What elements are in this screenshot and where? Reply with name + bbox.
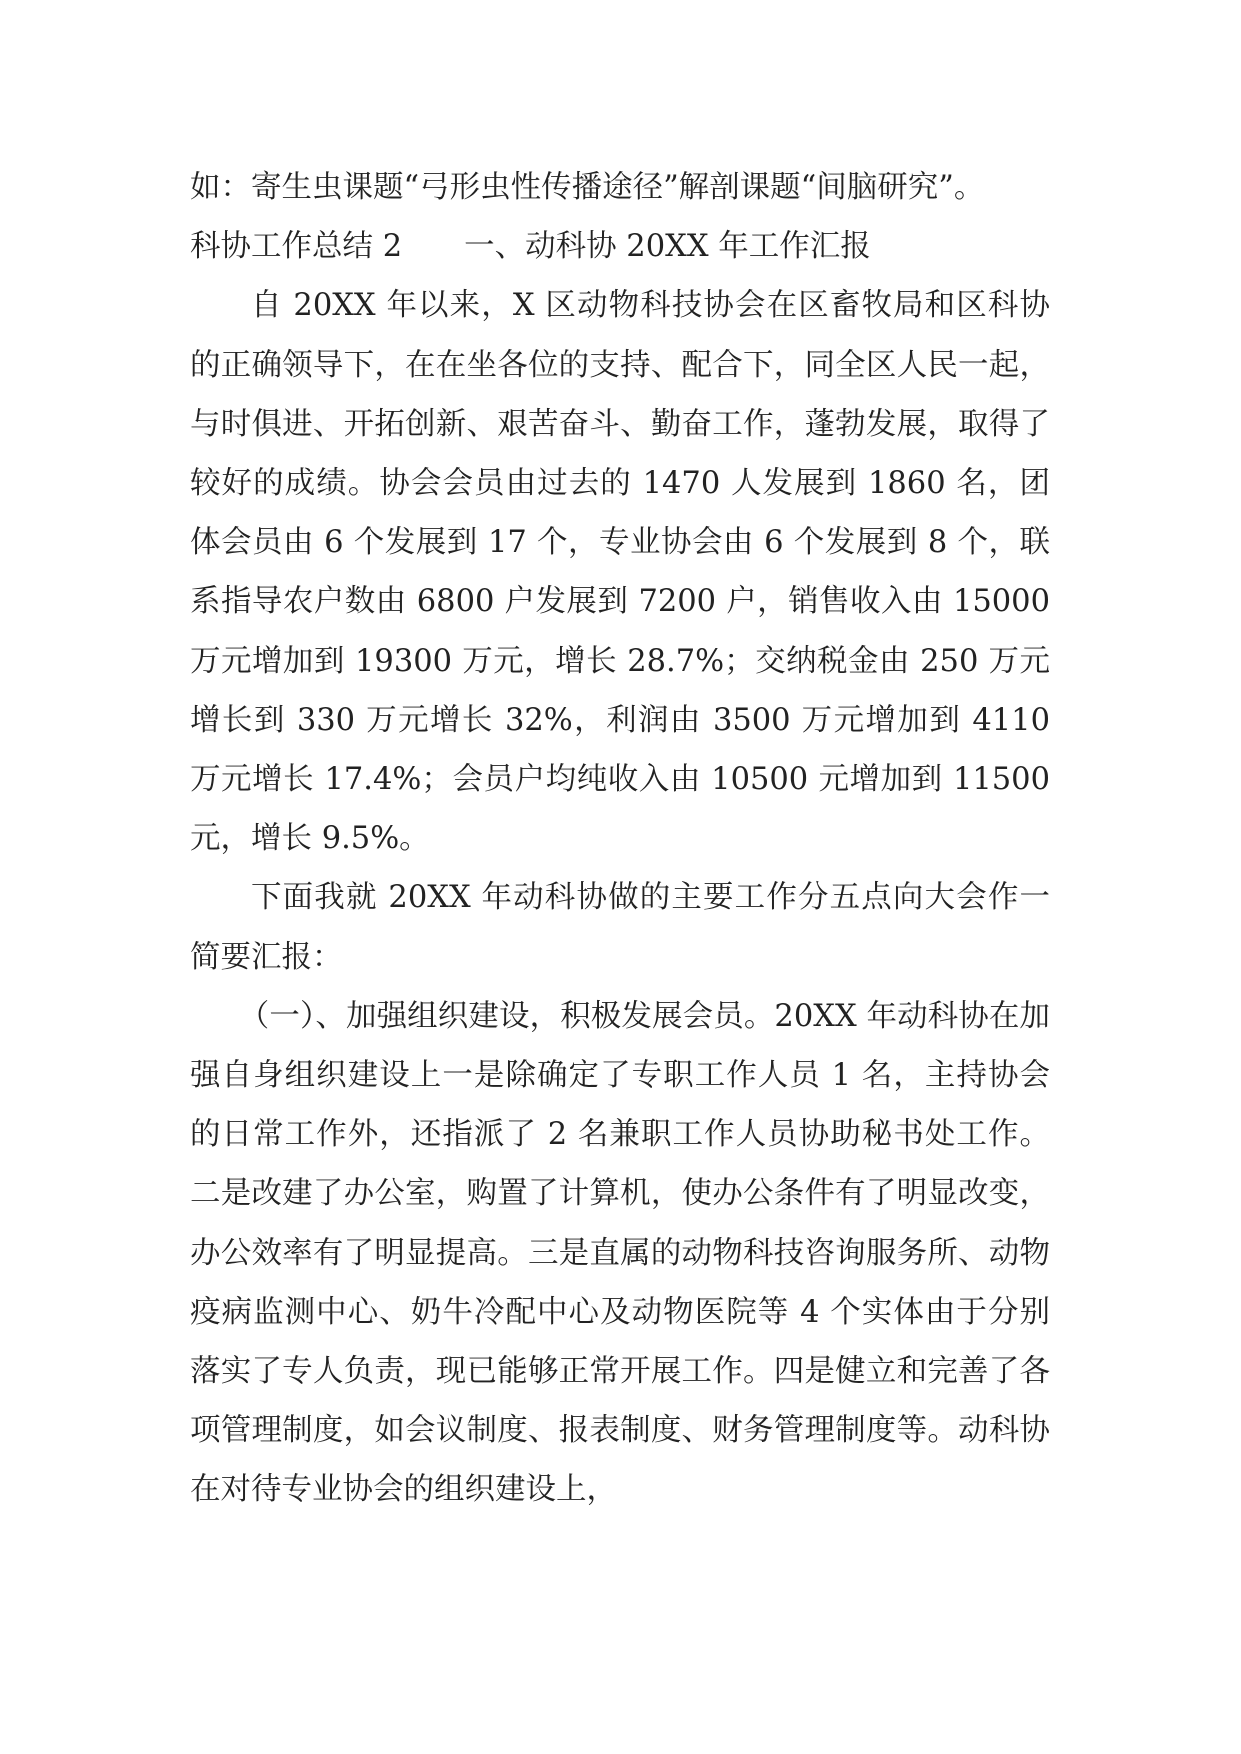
paragraph-2: 下面我就 20XX 年动科协做的主要工作分五点向大会作一简要汇报： (190, 880, 1050, 975)
paragraph-1: 自 20XX 年以来，X 区动物科技协会在区畜牧局和区科协的正确领导下，在在坐各位的支持、配合下，同全区人民一起，与时俱进、开拓创新、艰苦奋斗、勤奋工作，蓬勃发展，取得了较好的成绩。协会会员由过去的 1470 人发展到 1860 名，团体会员由 6 个发展到 17 个，专业协会由 6 个发展到 8 个，联系指导农户数由 6800 户发展到 7200 户，销售收入由 15000 万元增加到 19300 万元，增长 28.7%；交纳税金由 250 万元增长到 330 万元增长 32%，利润由 3500 万元增加到 4110 万元增长 17.4%；会员户均纯收入由 10500 元增加到 11500 元，增长 9.5%。 (190, 288, 1050, 857)
heading-right: 一、动科协 20XX 年工作汇报 (464, 229, 871, 265)
paragraph-3: （一）、加强组织建设，积极发展会员。20XX 年动科协在加强自身组织建设上一是除确定了专职工作人员 1 名，主持协会的日常工作外，还指派了 2 名兼职工作人员协助秘书处工作。二是改建了办公室，购置了计算机，使办公条件有了明显改变，办公效率有了明显提高。三是直属的动物科技咨询服务所、动物疫病监测中心、奶牛冷配中心及动物医院等 4 个实体由于分别落实了专人负责，现已能够正常开展工作。四是健立和完善了各项管理制度，如会议制度、报表制度、财务管理制度等。动科协在对待专业协会的组织建设上， (190, 998, 1050, 1508)
section-heading (190, 217, 1050, 276)
heading-left: 科协工作总结 2 (190, 229, 403, 265)
paragraph-continuation: 如：寄生虫课题“弓形虫性传播途径”解剖课题“间脑研究”。 (190, 170, 985, 205)
document-body (190, 158, 1050, 1520)
